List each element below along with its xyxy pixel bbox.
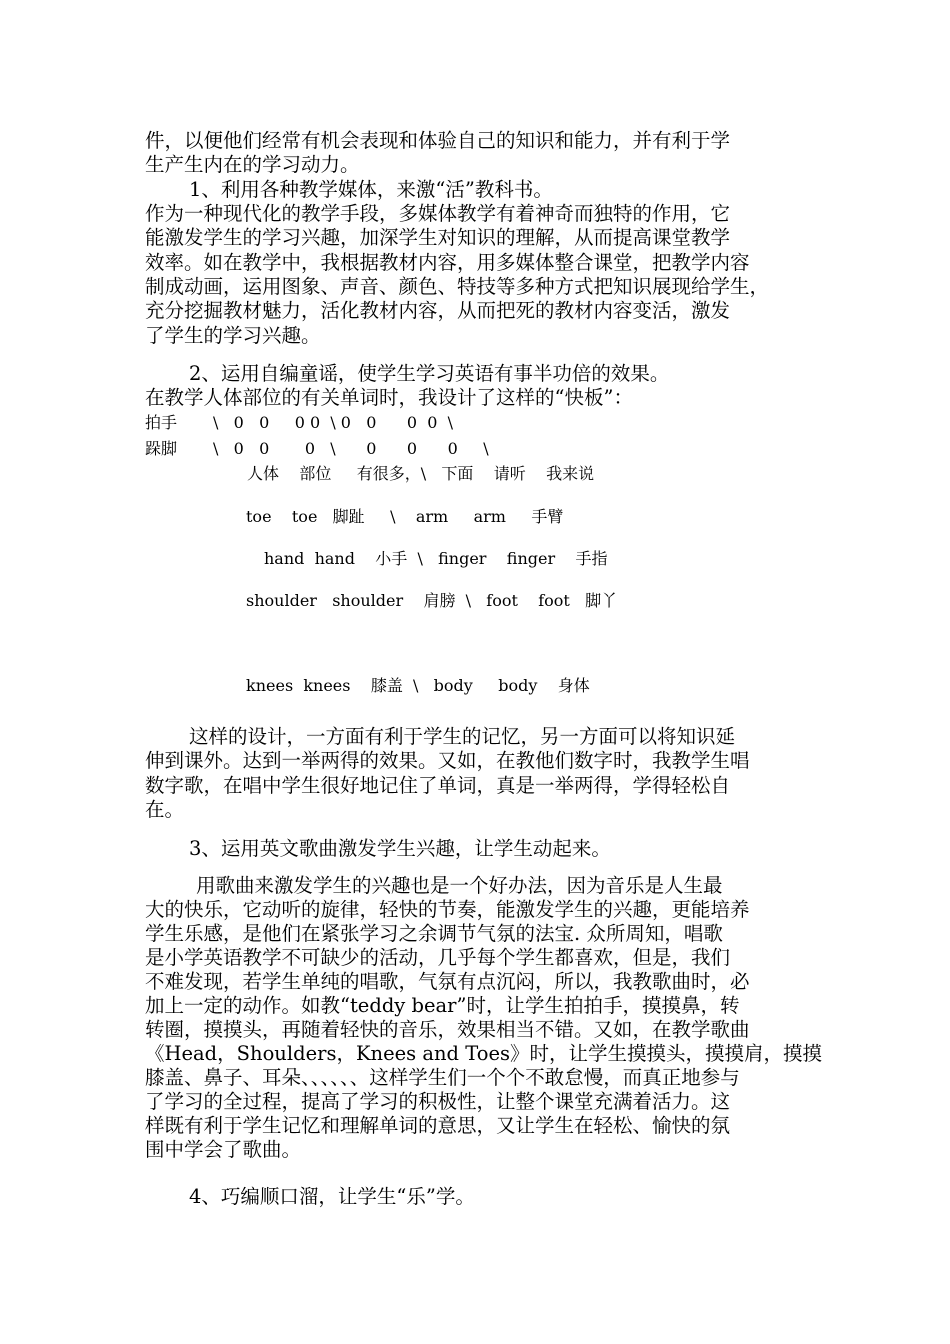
paragraph-line: 不难发现，若学生单纯的唱歌，气氛有点沉闷，所以，我教歌曲时，必 [145, 970, 750, 993]
paragraph-line: 是小学英语教学不可缺少的活动，几乎每个学生都喜欢，但是，我们 [145, 946, 731, 969]
paragraph-line: 这样的设计，一方面有利于学生的记忆，另一方面可以将知识延 [189, 725, 736, 748]
section-heading-4: 4、巧编顺口溜，让学生“乐”学。 [189, 1185, 475, 1208]
stomp-label: 跺脚 [145, 439, 178, 458]
paragraph-line: 作为一种现代化的教学手段，多媒体教学有着神奇而独特的作用，它 [145, 202, 731, 225]
paragraph-line: 伸到课外。达到一举两得的效果。又如，在教他们数字时，我教学生唱 [145, 749, 750, 772]
section-heading-1: 1、利用各种教学媒体，来激“活”教科书。 [189, 178, 553, 201]
chant-line: hand hand 小手 \ finger finger 手指 [264, 549, 608, 568]
stomp-pattern: \ 0 0 0 \ 0 0 0 \ [213, 439, 489, 458]
section-heading-3: 3、运用英文歌曲激发学生兴趣，让学生动起来。 [189, 837, 611, 860]
paragraph-line: 件，以便他们经常有机会表现和体验自己的知识和能力，并有利于学 [145, 129, 731, 152]
paragraph-line: 了学习的全过程，提高了学习的积极性，让整个课堂充满着活力。这 [145, 1090, 731, 1113]
paragraph-line: 大的快乐，它动听的旋律，轻快的节奏，能激发学生的兴趣，更能培养 [145, 898, 750, 921]
paragraph-line: 能激发学生的学习兴趣，加深学生对知识的理解，从而提高课堂教学 [145, 226, 731, 249]
paragraph-line: 数字歌，在唱中学生很好地记住了单词，真是一举两得，学得轻松自 [145, 774, 731, 797]
clap-label: 拍手 [145, 413, 178, 432]
paragraph-line: 加上一定的动作。如教“teddy bear”时，让学生拍拍手，摸摸鼻，转 [145, 994, 740, 1017]
paragraph-line: 在。 [145, 798, 185, 821]
paragraph-line: 围中学会了歌曲。 [145, 1138, 302, 1161]
paragraph-line: 样既有利于学生记忆和理解单词的意思，又让学生在轻松、愉快的氛 [145, 1114, 731, 1137]
paragraph-line: 在教学人体部位的有关单词时，我设计了这样的“快板”： [145, 386, 633, 409]
chant-line: toe toe 脚趾 \ arm arm 手臂 [246, 507, 564, 526]
paragraph-line: 制成动画，运用图象、声音、颜色、特技等多种方式把知识展现给学生， [145, 275, 770, 298]
section-heading-2: 2、运用自编童谣，使学生学习英语有事半功倍的效果。 [189, 362, 670, 385]
paragraph-line: 学生乐感，是他们在紧张学习之余调节气氛的法宝. 众所周知，唱歌 [145, 922, 723, 945]
paragraph-line: 生产生内在的学习动力。 [145, 153, 360, 176]
chant-line: knees knees 膝盖 \ body body 身体 [246, 676, 590, 695]
paragraph-line: 用歌曲来激发学生的兴趣也是一个好办法，因为音乐是人生最 [196, 874, 723, 897]
chant-line: 人体 部位 有很多，\ 下面 请听 我来说 [247, 464, 595, 483]
paragraph-line: 充分挖掘教材魅力，活化教材内容，从而把死的教材内容变活，激发 [145, 299, 731, 322]
chant-line: shoulder shoulder 肩膀 \ foot foot 脚丫 [246, 591, 618, 610]
paragraph-line: 膝盖、鼻子、耳朵、、、、、、这样学生们一个个不敢怠慢，而真正地参与 [145, 1066, 740, 1089]
clap-pattern: \ 0 0 0 0 \ 0 0 0 0 \ [213, 413, 454, 432]
paragraph-line: 转圈，摸摸头，再随着轻快的音乐，效果相当不错。又如，在教学歌曲 [145, 1018, 750, 1041]
paragraph-line: 《Head，Shoulders，Knees and Toes》时，让学生摸摸头，摸摸肩，摸摸 [145, 1042, 823, 1065]
paragraph-line: 了学生的学习兴趣。 [145, 324, 321, 347]
paragraph-line: 效率。如在教学中，我根据教材内容，用多媒体整合课堂，把教学内容 [145, 251, 750, 274]
